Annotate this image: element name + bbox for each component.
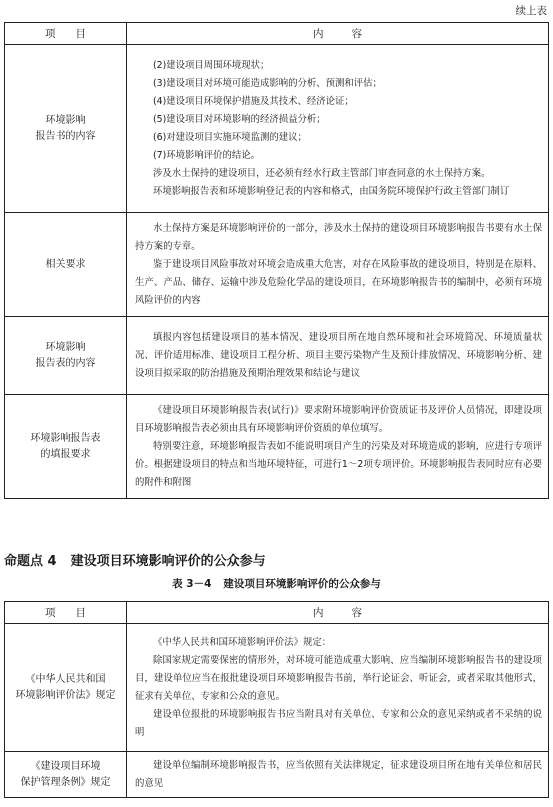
content-paragraph: 填报内容包括建设项目的基本情况、建设项目所在地自然环境和社会环境简况、环境质量状况、评价适用标准、建设项目工程分析、项目主要污染物产生及预计排放情况、环境影响分析、建设项目拟采取的防治措施及预期治理效果和结论与建议: [135, 331, 542, 379]
item-line: 环境影响: [45, 114, 86, 126]
table-row: [5, 45, 549, 213]
content-paragraph: (5)建设项目对环境影响的经济损益分析；: [153, 113, 326, 125]
row-content-cell: [127, 752, 549, 798]
content-paragraph: (4)建设项目环境保护措施及其技术、经济论证；: [153, 95, 354, 107]
header-item: 项目: [5, 602, 127, 624]
content-paragraph: 环境影响报告表和环境影响登记表的内容和格式，由国务院环境保护行政主管部门制订: [153, 185, 510, 197]
header-content: 内容: [127, 23, 549, 45]
row-item-cell: [5, 624, 127, 752]
item-line: 环境影响: [45, 341, 86, 353]
row-item-cell: [5, 752, 127, 798]
item-line: 环境影响报告表: [30, 432, 101, 444]
content-paragraph: (3)建设项目对环境可能造成影响的分析、预测和评估；: [153, 77, 382, 89]
row-content-cell: [127, 317, 549, 395]
content-paragraph: 《中华人民共和国环境影响评价法》规定：: [153, 636, 332, 648]
item-line: 《建设项目环境: [30, 760, 101, 772]
row-content-cell: [127, 395, 549, 499]
table-header-row: [5, 23, 549, 45]
row-item-cell: [5, 45, 127, 213]
row-content-cell: [127, 213, 549, 317]
content-paragraph: 除国家规定需要保密的情形外，对环境可能造成重大影响、应当编制环境影响报告书的建设项目，建设单位应当在报批建设项目环境影响报告书前，举行论证会、听证会，或者采取其他形式，征求有关单位、专家和公众的意见。: [135, 654, 542, 702]
table-public-participation: [4, 601, 549, 798]
table-row: [5, 395, 549, 499]
table-caption: [0, 576, 553, 591]
content-paragraph: 《建设项目环境影响报告表(试行)》要求附环境影响评价资质证书及评价人员情况，即建设项目环境影响报告表必须由具有环境影响评价资质的单位填写。: [135, 404, 542, 434]
item-line: 保护管理条例》规定: [20, 776, 111, 788]
item-line: 《中华人民共和国: [25, 673, 106, 685]
item-line: 报告书的内容: [35, 130, 96, 142]
table-environmental-impact-content: [4, 22, 549, 499]
row-item-cell: [5, 317, 127, 395]
table-row: [5, 213, 549, 317]
section-heading: [4, 550, 266, 569]
item-line: 的填报要求: [40, 448, 91, 460]
content-paragraph: (7)环境影响评价的结论。: [153, 149, 261, 161]
header-content: 内容: [127, 602, 549, 624]
item-line: 报告表的内容: [35, 357, 96, 369]
content-paragraph: 建设单位报批的环境影响报告书应当附具对有关单位、专家和公众的意见采纳或者不采纳的说明: [135, 708, 542, 738]
content-paragraph: (6)对建设项目实施环境监测的建议；: [153, 131, 307, 143]
table-row: [5, 317, 549, 395]
content-paragraph: 涉及水土保持的建设项目，还必须有经水行政主管部门审查同意的水土保持方案。: [153, 167, 491, 179]
row-content-cell: [127, 624, 549, 752]
row-content-cell: [127, 45, 549, 213]
content-paragraph: 鉴于建设项目风险事故对环境会造成重大危害，对存在风险事故的建设项目，特别是在原料、生产、产品、储存、运输中涉及危险化学品的建设项目，在环境影响报告书的编制中，必须有环境风险评价的内容: [135, 258, 542, 306]
table-row: [5, 624, 549, 752]
content-paragraph: 特别要注意，环境影响报告表如不能说明项目产生的污染及对环境造成的影响，应进行专项评价。根据建设项目的特点和当地环境特征，可进行1～2项专项评价。环境影响报告表同时应有必要的附件和附图: [135, 440, 542, 488]
content-paragraph: (2)建设项目周围环境现状；: [153, 59, 270, 71]
row-item-cell: [5, 213, 127, 317]
section-title: 建设项目环境影响评价的公众参与: [70, 554, 266, 569]
item-line: 环境影响评价法》规定: [15, 689, 116, 701]
table-header-row: [5, 602, 549, 624]
section-number: 命题点 4: [4, 554, 57, 569]
table-caption-title: 建设项目环境影响评价的公众参与: [223, 578, 381, 590]
row-item-cell: [5, 395, 127, 499]
content-paragraph: 建设单位编制环境影响报告书，应当依照有关法律规定，征求建设项目所在地有关单位和居民的意见: [135, 759, 542, 789]
continued-label: 续上表: [515, 5, 547, 17]
item-line: 相关要求: [45, 258, 86, 270]
header-item: 项目: [5, 23, 127, 45]
table-row: [5, 752, 549, 798]
content-paragraph: 水土保持方案是环境影响评价的一部分，涉及水土保持的建设项目环境影响报告书要有水土保持方案的专章。: [135, 222, 542, 252]
table-caption-number: 表 3－4: [172, 578, 212, 590]
